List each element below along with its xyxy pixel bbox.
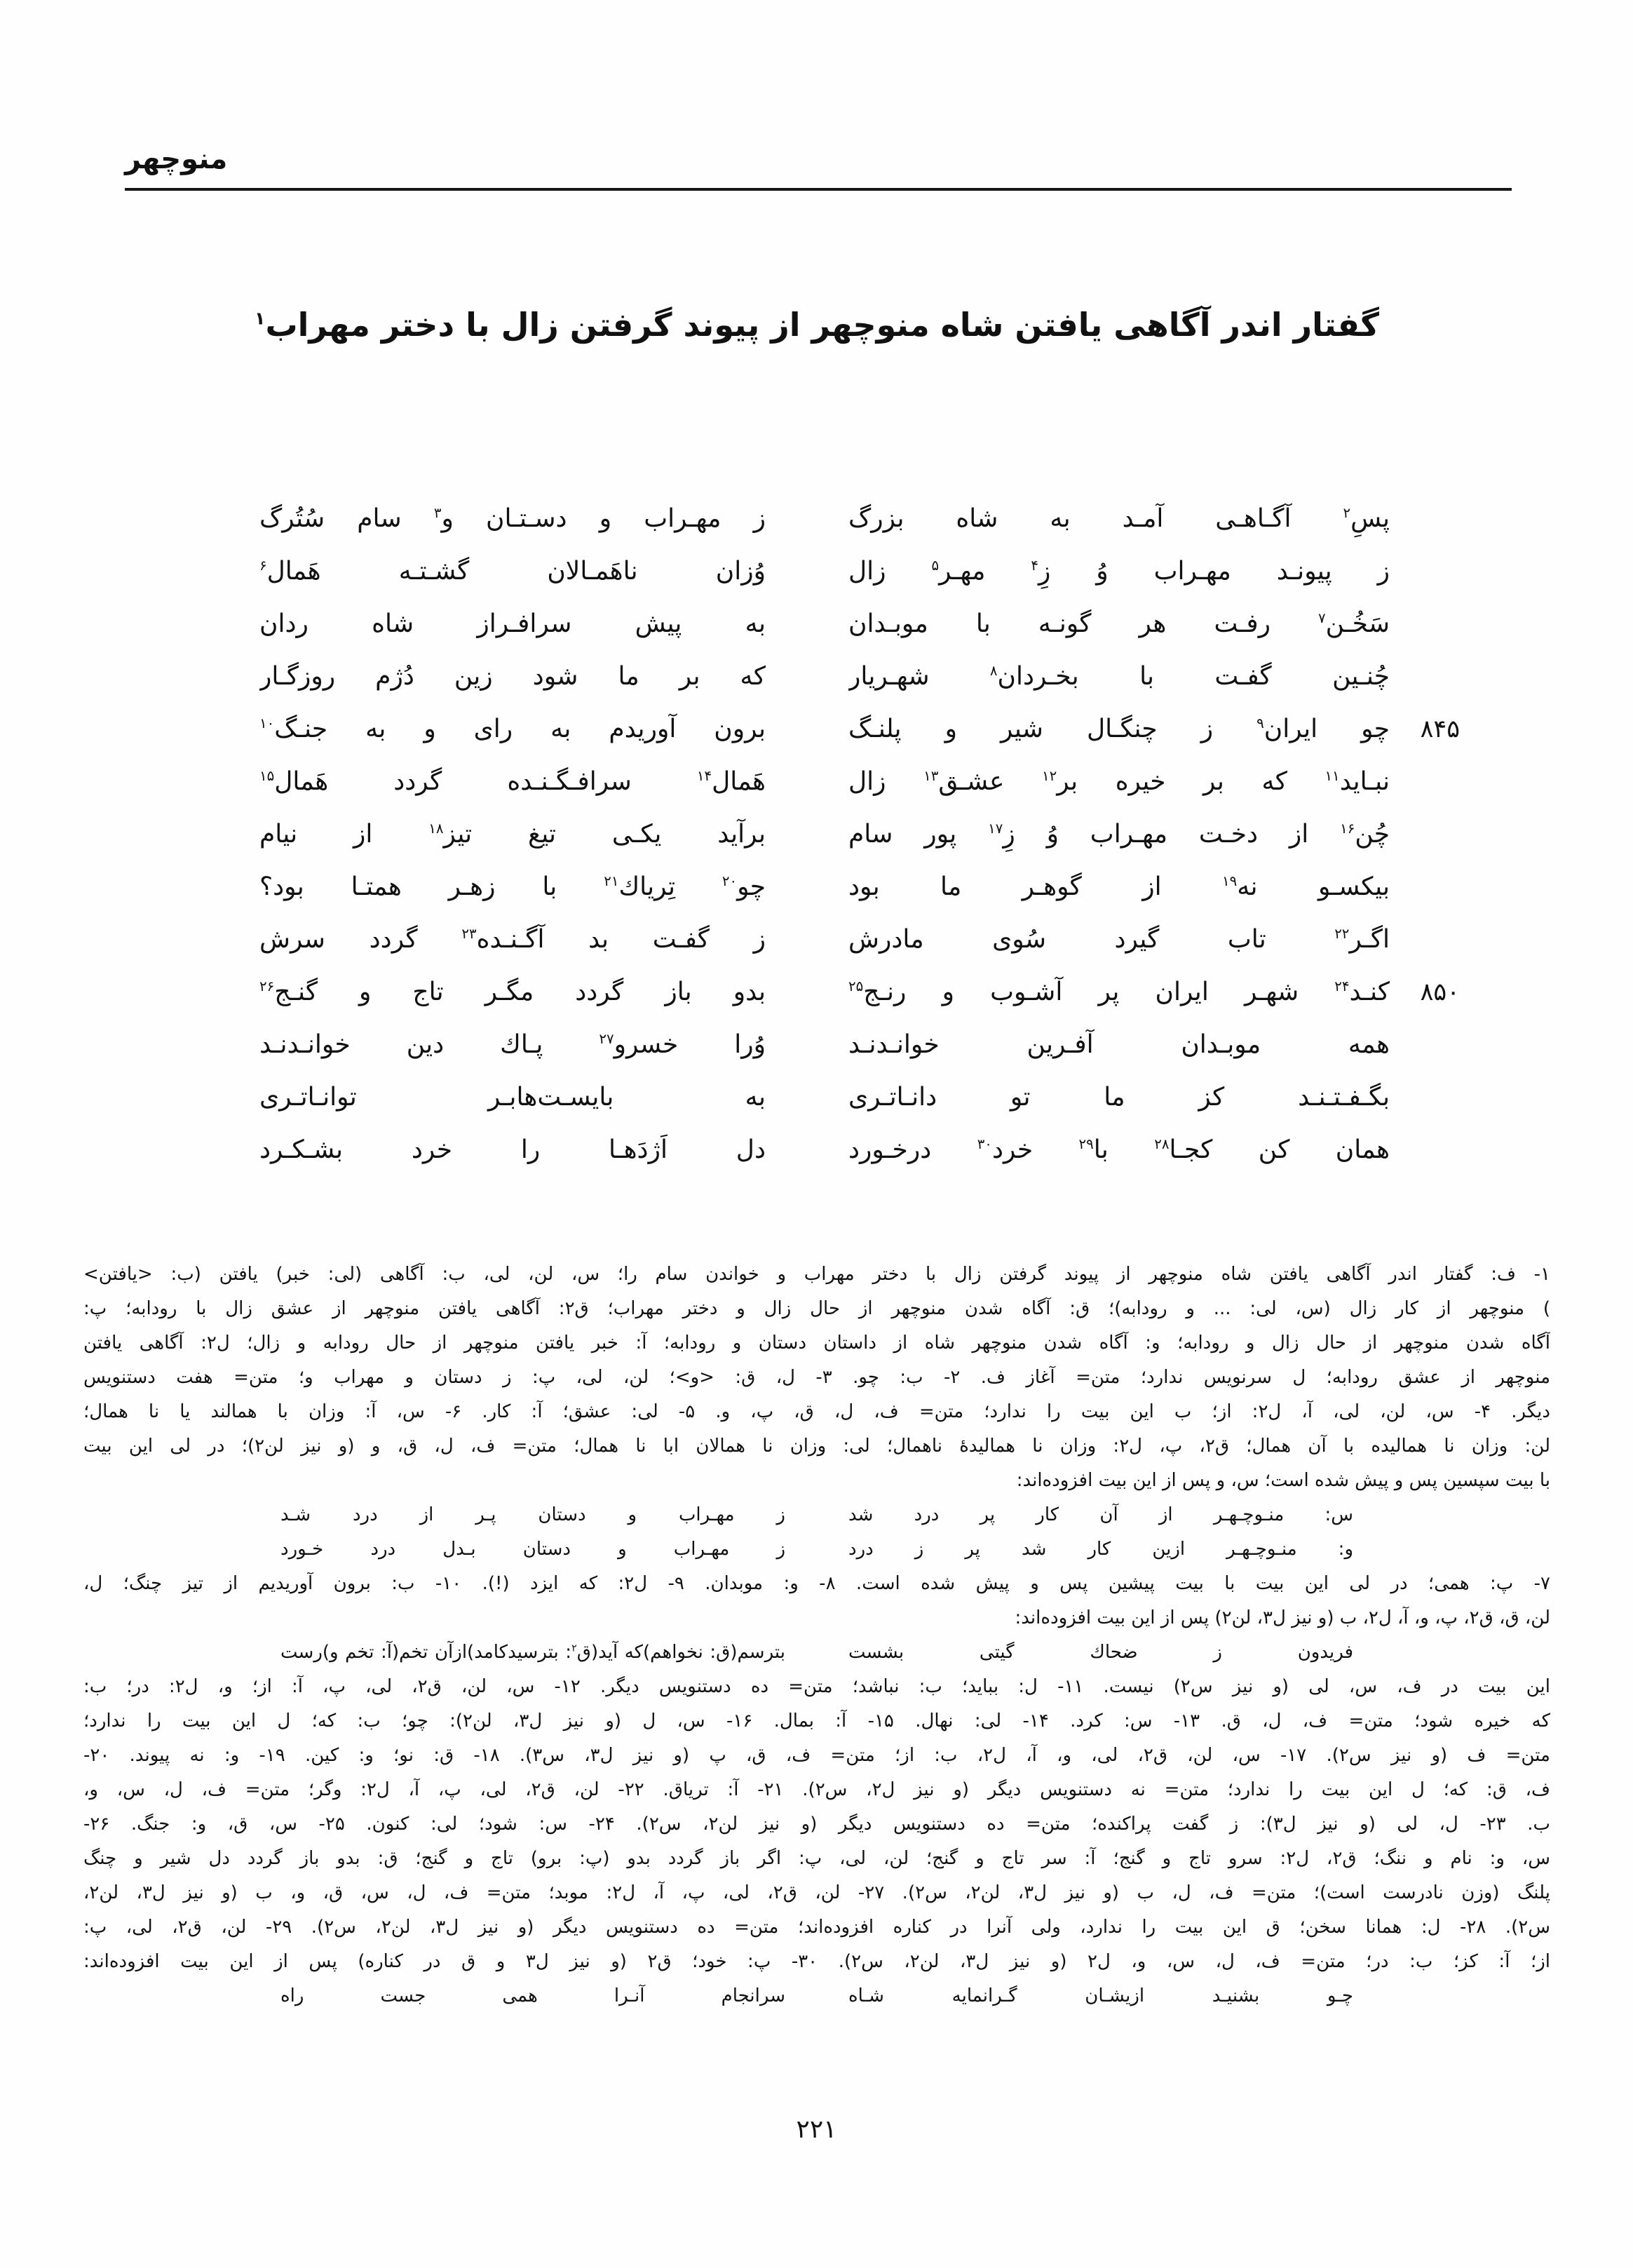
- verse-number-850: ۸۵۰: [1420, 978, 1460, 1006]
- couplet-row: [259, 650, 1460, 703]
- page-number: ۲۲۱: [796, 2115, 837, 2144]
- footnote-line: این بیت در ف، س، لی (و نیز س۲) نیست. ۱۱- ل: بباید؛ ب: نباشد؛ متن= ده دستنویس دیگر. ۱۲- س، لن، ق۲، لی، پ، آ: از؛ و، ل۲: در؛ ب:: [83, 1676, 1550, 1697]
- inserted-verse-row: [280, 1532, 1353, 1567]
- inserted-verse-row: [280, 1979, 1353, 2013]
- footnote-line: دیگر. ۴- س، لن، لی، آ، ل۲: از؛ ب این بیت را ندارد؛ متن= ف، ل، ق، پ، و. ۵- لی: عشق؛ آ: کار. ۶- س، آ: وزان با همالند یا نا همال؛: [83, 1401, 1550, 1422]
- inserted-hemistich-second: ز مهـراب و دستان بـدل درد خـورد: [280, 1539, 785, 1560]
- couplet-row: [259, 1071, 1460, 1123]
- footnote-line: آگاه شدن منوچهر از حال زال و رودابه؛ و: آگاه شدن منوچهر شاه از داستان دستان و رودابه؛ آ: خبر یافتن منوچهر از حال رودابه و زال؛ ل۲: آگاهی یافتن: [83, 1332, 1550, 1354]
- footnote-line: س۲). ۲۸- ل: همانا سخن؛ ق این بیت را ندارد، ولی آنرا در کناره افزوده‌اند؛ متن= ده دستنویس دیگر (و نیز ل۳، لن۲، س۲). ۲۹- لن، ق۲، لی، پ:: [83, 1917, 1550, 1938]
- header-rule: [125, 188, 1512, 191]
- couplet-row: [259, 755, 1460, 808]
- footnote-line: منوچهر از عشق رودابه؛ ل سرنویس ندارد؛ متن= آغاز ف. ۲- ب: چو. ۳- ل، ق: <و>؛ لن، لی، پ: ز دستان و مهراب و؛ متن= هفت دستنویس: [83, 1367, 1550, 1388]
- hemistich-first: پسِ$^۲$ آگـاهـی آمـد به شاه بزرگ: [848, 504, 1390, 533]
- footnote-line: از؛ آ: کز؛ ب: در؛ متن= ف، ل، س، و، ل۲ (و نیز ل۳، لن۲، س۲). ۳۰- پ: خود؛ ق۲ (و نیز ل۳ و ق در کناره) پس از این بیت افزوده‌اند:: [83, 1951, 1550, 1972]
- inserted-verse-row: [280, 1498, 1353, 1532]
- hemistich-second: وُزان ناهَمـالان گشـتـه هَمال$^۶$: [259, 556, 766, 586]
- couplet-row: [259, 808, 1460, 860]
- inserted-hemistich-second: ز مهـراب و دستان پـر از درد شـد: [280, 1504, 785, 1525]
- hemistich-first: اگـر$^{۲۲}$ تاب گیرد سُوی مادرش: [848, 924, 1390, 954]
- hemistich-second: به پیش سرافـراز شاه ردان: [259, 609, 766, 638]
- inserted-hemistich-second: سرانجام آنـرا همی جست راه: [280, 1985, 785, 2006]
- hemistich-first: بگـفـتـنـد کز ما تو دانـاتـری: [848, 1082, 1390, 1112]
- footnote-line: ف، ق: که؛ ل این بیت را ندارد؛ متن= نه دستنویس دیگر (و نیز ل۲، س۲). ۲۱- آ: تریاق. ۲۲- لن، ق۲، لی، پ، آ، ل۲: وگر؛ متن= ف، ل، س، و،: [83, 1779, 1550, 1800]
- couplet-row: [259, 966, 1460, 1018]
- hemistich-second: چو$^{۲۰}$ تِریاك$^{۲۱}$ با زهـر همتـا بود؟: [259, 872, 766, 901]
- running-header: منوچهر: [125, 143, 228, 175]
- hemistich-first: سَخُـن$^۷$ رفـت هر گونـه با موبـدان: [848, 609, 1390, 638]
- footnote-line: ) منوچهر از کار زال (س، لی: ... و رودابه)؛ ق: آگاه شدن منوچهر از حال زال و دختر مهراب؛ ق۲: آگاهی یافتن منوچهر از عشق زال با رودابه؛ پ:: [83, 1298, 1550, 1319]
- hemistich-second: دل اَژدَهـا را خرد بشـکـرد: [259, 1135, 766, 1164]
- footnote-line: که خیره شود؛ متن= ف، ل، ق. ۱۳- س: کرد. ۱۴- لی: نهال. ۱۵- آ: بمال. ۱۶- س، ل (و نیز ل۳، لن۲): چو؛ ب: که؛ ل این بیت را ندارد؛: [83, 1710, 1550, 1732]
- footnote-line: لن، ق، ق۲، پ، و، آ، ل۲، ب (و نیز ل۳، لن۲) پس از این بیت افزوده‌اند:: [1015, 1607, 1550, 1628]
- hemistich-second: بدو باز گردد مگـر تاج و گنـج$^{۲۶}$: [259, 977, 766, 1006]
- footnote-line: لن: وزان نا همالیده با آن همال؛ ق۲، پ، ل۲: وزان نا همالیدهٔ ناهمال؛ لی: وزان نا همالان ابا نا همال؛ متن= ف، ل، ق، و (و نیز لن۲)؛ در لی این بیت: [83, 1436, 1550, 1457]
- hemistich-second: ز مهـراب و دسـتـان و$^۳$ سام سُتُرگ: [259, 504, 766, 533]
- hemistich-first: چو ایران$^۹$ ز چنگـال شیر و پلنـگ: [848, 714, 1390, 743]
- footnote-line: پلنگ (وزن نادرست است)؛ متن= ف، ل، ب (و نیز ل۳، لن۲، س۲). ۲۷- لن، ق۲، لی، پ، آ، ل۲: موبد؛ متن= ف، ل، س، ق، و، ب (و نیز ل۳، لن۲،: [83, 1882, 1550, 1903]
- footnote-line: ب. ۲۳- ل، لی (و نیز ل۳): ز گفت پراکنده؛ متن= ده دستنویس دیگر (و نیز لن۲، س۲). ۲۴- س: شود؛ لی: کنون. ۲۵- س، ق، و: جنگ. ۲۶-: [83, 1814, 1550, 1835]
- couplet-row: [259, 492, 1460, 545]
- footnote-line: با بیت سپسین پس و پیش شده است؛ س، و پس از این بیت افزوده‌اند:: [1016, 1470, 1550, 1491]
- inserted-hemistich-first: چـو بشنیـد ازیشـان گـرانمایه شـاه: [848, 1985, 1353, 2006]
- inserted-hemistich-first: و: منـوچـهـر ازین کار شد پر ز درد: [848, 1539, 1353, 1560]
- hemistich-second: برآید یکـی تیغ تیز$^{۱۸}$ از نیام: [259, 819, 766, 849]
- hemistich-second: برون آوریدم به رای و به جنـگ$^{۱۰}$: [259, 714, 766, 743]
- hemistich-first: چُنـین گفـت با بخـردان$^۸$ شهـریار: [848, 661, 1390, 691]
- couplet-row: [259, 703, 1460, 755]
- poem-block: [259, 492, 1460, 1176]
- critical-apparatus: [83, 1257, 1550, 2013]
- couplet-row: [259, 913, 1460, 966]
- inserted-hemistich-second: بترسم(ق: نخواهم)كه آید(ق$^۲$: بترسیدكامد)ازآن تخم(آ: تخم و)رست: [280, 1642, 785, 1663]
- inserted-hemistich-first: فریدون ز ضحاك گیتی بشست: [848, 1642, 1353, 1663]
- verse-number-845: ۸۴۵: [1420, 715, 1460, 743]
- hemistich-second: وُرا خسرو$^{۲۷}$ پـاك دین خوانـدنـد: [259, 1030, 766, 1059]
- inserted-hemistich-first: س: منـوچـهـر از آن کار پر درد شد: [848, 1504, 1353, 1525]
- footnote-line: ۷- پ: همی؛ در لی این بیت با بیت پیشین پس و پیش شده است. ۸- و: موبدان. ۹- ل۲: که ایزد (!). ۱۰- ب: برون آوریدیم از تیز چنگ؛ ل،: [83, 1573, 1550, 1594]
- hemistich-first: ز پیونـد مهـراب وُ زِ$^۴$ مهـر$^۵$ زال: [848, 556, 1390, 586]
- hemistich-first: کنـد$^{۲۴}$ شهـر ایران پر آشـوب و رنـج$^{۲۵}$: [848, 977, 1390, 1006]
- hemistich-second: ز گفـت بد آگـنـده$^{۲۳}$ گردد سرش: [259, 924, 766, 954]
- couplet-row: [259, 1018, 1460, 1071]
- hemistich-first: چُن$^{۱۶}$ از دخـت مهـراب وُ زِ$^{۱۷}$ پور سام: [848, 819, 1390, 849]
- hemistich-first: بیکسـو نه$^{۱۹}$ از گوهـر ما بود: [848, 872, 1390, 901]
- hemistich-first: همه موبـدان آفـرین خوانـدنـد: [848, 1030, 1390, 1059]
- footnote-line: ۱- ف: گفتار اندر آگاهی یافتن شاه منوچهر از پیوند گرفتن زال با دختر مهراب و خواندن سام را؛ س، لن، لی، ب: آگاهی (لی: خبر) یافتن (ب: <یافتن>: [83, 1264, 1550, 1285]
- hemistich-second: به بایسـت‌هابـر توانـاتـری: [259, 1082, 766, 1112]
- inserted-verse-row: [280, 1635, 1353, 1670]
- couplet-row: [259, 860, 1460, 913]
- couplet-row: [259, 1123, 1460, 1176]
- hemistich-second: هَمال$^{۱۴}$ سرافـگـنـده گردد هَمال$^{۱۵}$: [259, 767, 766, 796]
- chapter-title: گفتار اندر آگاهی یافتن شاه منوچهر از پیوند گرفتن زال با دختر مهراب$^۱$: [254, 306, 1380, 344]
- hemistich-second: که بر ما شود زین دُژم روزگـار: [259, 661, 766, 691]
- footnote-line: س، و: نام و ننگ؛ ق۲، ل۲: سرو تاج و گنج؛ آ: سر تاج و گنج؛ لن، لی، پ: اگر باز گردد بدو (پ: برو) تاج و گنج؛ ق: بدو باز گردد دل شیر و چنگ: [83, 1848, 1550, 1869]
- hemistich-first: همان کن کجـا$^{۲۸}$ با$^{۲۹}$ خرد$^{۳۰}$ درخـورد: [848, 1135, 1390, 1164]
- couplet-row: [259, 545, 1460, 598]
- footnote-line: متن= ف (و نیز س۲). ۱۷- س، لن، ق۲، لی، و، آ، ل۲، ب: از؛ متن= ف، ق، پ (و نیز ل۳، س۳). ۱۸- ق: نو؛ و: کین. ۱۹- و: نه پیوند. ۲۰-: [83, 1745, 1550, 1766]
- couplet-row: [259, 598, 1460, 650]
- hemistich-first: نبـاید$^{۱۱}$ که بر خیره بر$^{۱۲}$ عشـق$^{۱۳}$ زال: [848, 767, 1390, 796]
